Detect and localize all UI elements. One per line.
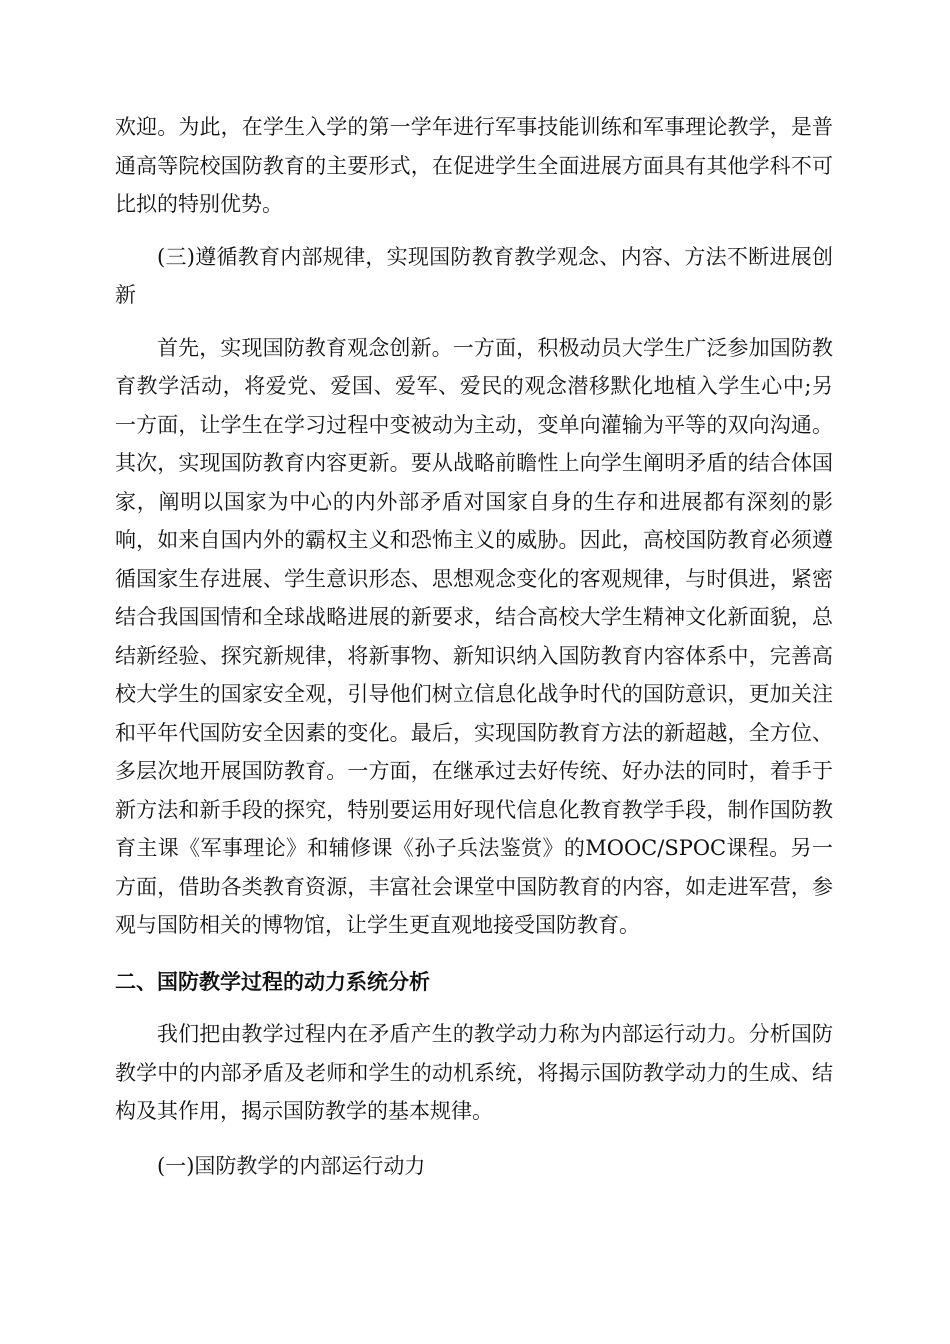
document-page bbox=[115, 108, 833, 1185]
paragraph-innovation: 首先，实现国防教育观念创新。一方面，积极动员大学生广泛参加国防教育教学活动，将爱党、爱国、爱军、爱民的观念潜移默化地植入学生心中;另一方面，让学生在学习过程中变被动为主动，变单向灌输为平等的双向沟通。其次，实现国防教育内容更新。要从战略前瞻性上向学生阐明矛盾的结合体国家，阐明以国家为中心的内外部矛盾对国家自身的生存和进展都有深刻的影响，如来自国内外的霸权主义和恐怖主义的威胁。因此，高校国防教育必须遵循国家生存进展、学生意识形态、思想观念变化的客观规律，与时俱进，紧密结合我国国情和全球战略进展的新要求，结合高校大学生精神文化新面貌，总结新经验、探究新规律，将新事物、新知识纳入国防教育内容体系中，完善高校大学生的国家安全观，引导他们树立信息化战争时代的国防意识，更加关注和平年代国防安全因素的变化。最后，实现国防教育方法的新超越，全方位、多层次地开展国防教育。一方面，在继承过去好传统、好办法的同时，着手于新方法和新手段的探究，特别要运用好现代信息化教育教学手段，制作国防教育主课《军事理论》和辅修课《孙子兵法鉴赏》的MOOC/SPOC课程。另一方面，借助各类教育资源，丰富社会课堂中国防教育的内容，如走进军营，参观与国防相关的博物馆，让学生更直观地接受国防教育。 bbox=[115, 335, 833, 937]
subsection-heading-1: (一)国防教学的内部运行动力 bbox=[157, 1153, 426, 1178]
paragraph-intro: 欢迎。为此，在学生入学的第一学年进行军事技能训练和军事理论教学，是普通高等院校国防教育的主要形式，在促进学生全面进展方面具有其他学科不可比拟的特别优势。 bbox=[115, 115, 833, 216]
subsection-heading-3: (三)遵循教育内部规律，实现国防教育教学观念、内容、方法不断进展创新 bbox=[115, 244, 833, 307]
section-heading-2: 二、国防教学过程的动力系统分析 bbox=[115, 969, 430, 994]
paragraph-dynamics: 我们把由教学过程内在矛盾产生的教学动力称为内部运行动力。分析国防教学中的内部矛盾及老师和学生的动机系统，将揭示国防教学动力的生成、结构及其作用，揭示国防教学的基本规律。 bbox=[115, 1022, 833, 1123]
